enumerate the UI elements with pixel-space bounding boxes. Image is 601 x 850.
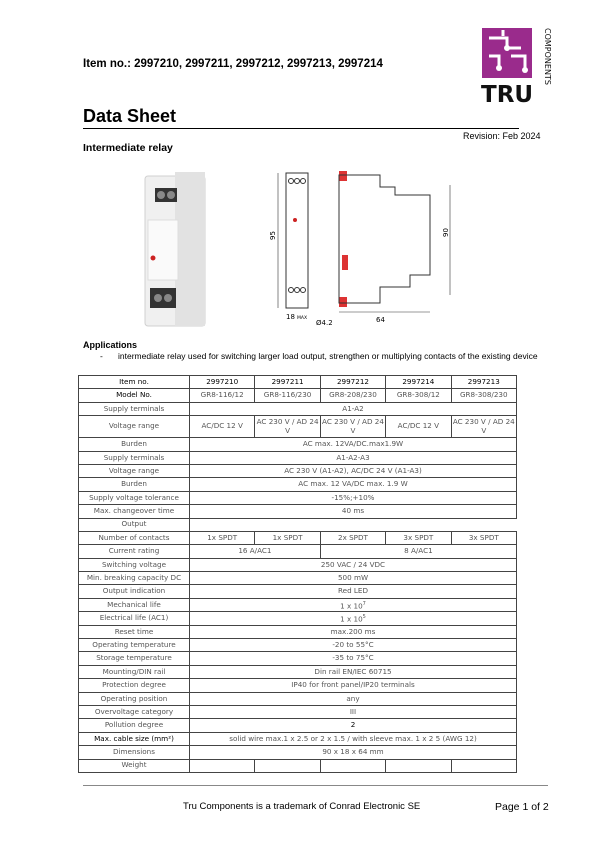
spec-value-empty: [190, 759, 255, 772]
spec-value: AC 230 V / AD 24 V: [320, 416, 385, 438]
table-row: [79, 692, 517, 705]
spec-label: Protection degree: [79, 679, 190, 692]
spec-value: any: [190, 692, 517, 705]
spec-label: Supply terminals: [79, 451, 190, 464]
table-row: [79, 612, 517, 625]
table-row: [79, 518, 517, 531]
spec-value: Red LED: [190, 585, 517, 598]
trademark-note: Tru Components is a trademark of Conrad Electronic SE: [183, 801, 421, 812]
model-cell: GR8-208/230: [320, 389, 385, 402]
spec-value-empty: [451, 759, 516, 772]
spec-value: 1x SPDT: [255, 531, 320, 544]
table-row: [79, 585, 517, 598]
applications-heading: Applications: [83, 340, 138, 350]
spec-value: 2: [190, 719, 517, 732]
spec-value: -35 to 75°C: [190, 652, 517, 665]
svg-text:95: 95: [269, 231, 277, 240]
spec-label: Supply voltage tolerance: [79, 491, 190, 504]
spec-label: Burden: [79, 478, 190, 491]
spec-value: AC/DC 12 V: [190, 416, 255, 438]
spec-value: III: [190, 705, 517, 718]
spec-label: Mechanical life: [79, 598, 190, 611]
spec-label: Number of contacts: [79, 531, 190, 544]
table-row: [79, 545, 517, 558]
mech-life-exp: 7: [362, 600, 366, 607]
spec-label: Weight: [79, 759, 190, 772]
table-row: [79, 451, 517, 464]
svg-text:TRU: TRU: [481, 82, 534, 108]
table-row: [79, 389, 517, 402]
table-row: [79, 719, 517, 732]
spec-value: AC max. 12VA/DC.max1.9W: [190, 438, 517, 451]
applications-description: intermediate relay used for switching larger load output, strengthen or multiplying contacts of the existing device: [118, 351, 538, 361]
spec-value: -20 to 55°C: [190, 639, 517, 652]
table-row: [79, 625, 517, 638]
spec-label: Min. breaking capacity DC: [79, 572, 190, 585]
model-cell: GR8-116/230: [255, 389, 320, 402]
table-row: [79, 376, 517, 389]
item-number-heading: Item no.: 2997210, 2997211, 2997212, 2997213, 2997214: [83, 58, 383, 70]
spec-label: Operating position: [79, 692, 190, 705]
spec-label: Max. changeover time: [79, 505, 190, 518]
spec-label: Overvoltage category: [79, 705, 190, 718]
spec-label: Operating temperature: [79, 639, 190, 652]
table-row: [79, 464, 517, 477]
spec-value: AC 230 V (A1-A2), AC/DC 24 V (A1-A3): [190, 464, 517, 477]
spec-value-empty: [386, 759, 451, 772]
spec-value: A1-A2-A3: [190, 451, 517, 464]
table-row: [79, 491, 517, 504]
spec-value: 500 mW: [190, 572, 517, 585]
spec-value: 3x SPDT: [451, 531, 516, 544]
spec-label: Switching voltage: [79, 558, 190, 571]
svg-text:COMPONENTS: COMPONENTS: [543, 28, 552, 85]
spec-value: -15%;+10%: [190, 491, 517, 504]
spec-label: Voltage range: [79, 464, 190, 477]
svg-text:MAX: MAX: [297, 316, 308, 321]
spec-value: AC max. 12 VA/DC max. 1.9 W: [190, 478, 517, 491]
bullet-dash: -: [100, 351, 103, 361]
spec-value: max.200 ms: [190, 625, 517, 638]
table-row: [79, 732, 517, 745]
table-row: [79, 531, 517, 544]
table-row: [79, 652, 517, 665]
revision-date: Revision: Feb 2024: [463, 131, 541, 141]
table-row: [79, 665, 517, 678]
elec-life-base: 1 x 10: [340, 614, 363, 624]
tru-components-logo: [481, 26, 551, 106]
table-row: [79, 558, 517, 571]
elec-life-exp: 5: [362, 614, 366, 620]
spec-label: Output indication: [79, 585, 190, 598]
applications-text: [100, 351, 538, 361]
specifications-table: [78, 375, 517, 773]
table-row: [79, 759, 517, 772]
spec-label: Dimensions: [79, 746, 190, 759]
spec-value: AC/DC 12 V: [386, 416, 451, 438]
spec-label: Output: [79, 518, 190, 531]
table-row: [79, 705, 517, 718]
spec-value: 90 x 18 x 64 mm: [190, 746, 517, 759]
spec-value: solid wire max.1 x 2.5 or 2 x 1.5 / with sleeve max. 1 x 2 5 (AWG 12): [190, 732, 517, 745]
spec-label: Supply terminals: [79, 402, 190, 415]
spec-value: 16 A/AC1: [190, 545, 321, 558]
table-row: [79, 598, 517, 611]
item-cell: 2997213: [451, 376, 516, 389]
mech-life-base: 1 x 10: [340, 601, 363, 610]
table-row: [79, 746, 517, 759]
table-row: [79, 402, 517, 415]
model-cell: GR8-116/12: [190, 389, 255, 402]
spec-value: 1x SPDT: [190, 531, 255, 544]
item-cell: 2997211: [255, 376, 320, 389]
svg-text:90: 90: [442, 228, 450, 237]
spec-value-empty: [190, 518, 517, 531]
page-title: Data Sheet: [83, 106, 177, 126]
spec-value: [190, 612, 517, 625]
model-cell: GR8-308/12: [386, 389, 451, 402]
spec-label: Model No.: [79, 389, 190, 402]
spec-value: IP40 for front panel/IP20 terminals: [190, 679, 517, 692]
svg-text:Ø4.2: Ø4.2: [316, 319, 333, 327]
spec-value: 250 VAC / 24 VDC: [190, 558, 517, 571]
spec-value: [190, 598, 517, 611]
product-photo: [120, 170, 220, 330]
spec-label: Mounting/DIN rail: [79, 665, 190, 678]
spec-label: Current rating: [79, 545, 190, 558]
spec-value: AC 230 V / AD 24 V: [451, 416, 516, 438]
svg-text:18: 18: [286, 313, 295, 321]
item-cell: 2997212: [320, 376, 385, 389]
spec-value: 3x SPDT: [386, 531, 451, 544]
item-cell: 2997210: [190, 376, 255, 389]
table-row: [79, 572, 517, 585]
spec-value: 40 ms: [190, 505, 517, 518]
table-row: [79, 478, 517, 491]
table-row: [79, 416, 517, 438]
spec-value: A1-A2: [190, 402, 517, 415]
spec-label: Pollution degree: [79, 719, 190, 732]
spec-label: Electrical life (AC1): [79, 612, 190, 625]
title-divider: [83, 128, 519, 129]
spec-value-empty: [255, 759, 320, 772]
table-row: [79, 438, 517, 451]
spec-value: AC 230 V / AD 24 V: [255, 416, 320, 438]
spec-label: Reset time: [79, 625, 190, 638]
footer-divider: [83, 785, 548, 786]
spec-label: Max. cable size (mm²): [79, 732, 190, 745]
model-cell: GR8-308/230: [451, 389, 516, 402]
table-row: [79, 679, 517, 692]
page-number: Page 1 of 2: [495, 801, 549, 813]
table-row: [79, 639, 517, 652]
item-cell: 2997214: [386, 376, 451, 389]
spec-label: Item no.: [79, 376, 190, 389]
spec-value: 8 A/AC1: [320, 545, 516, 558]
spec-label: Burden: [79, 438, 190, 451]
spec-value: Din rail EN/IEC 60715: [190, 665, 517, 678]
svg-text:64: 64: [376, 316, 385, 324]
spec-value: 2x SPDT: [320, 531, 385, 544]
spec-label: Voltage range: [79, 416, 190, 438]
table-row: [79, 505, 517, 518]
spec-label: Storage temperature: [79, 652, 190, 665]
spec-value-empty: [320, 759, 385, 772]
product-subtitle: Intermediate relay: [83, 142, 173, 154]
dimension-drawing: [270, 165, 470, 330]
